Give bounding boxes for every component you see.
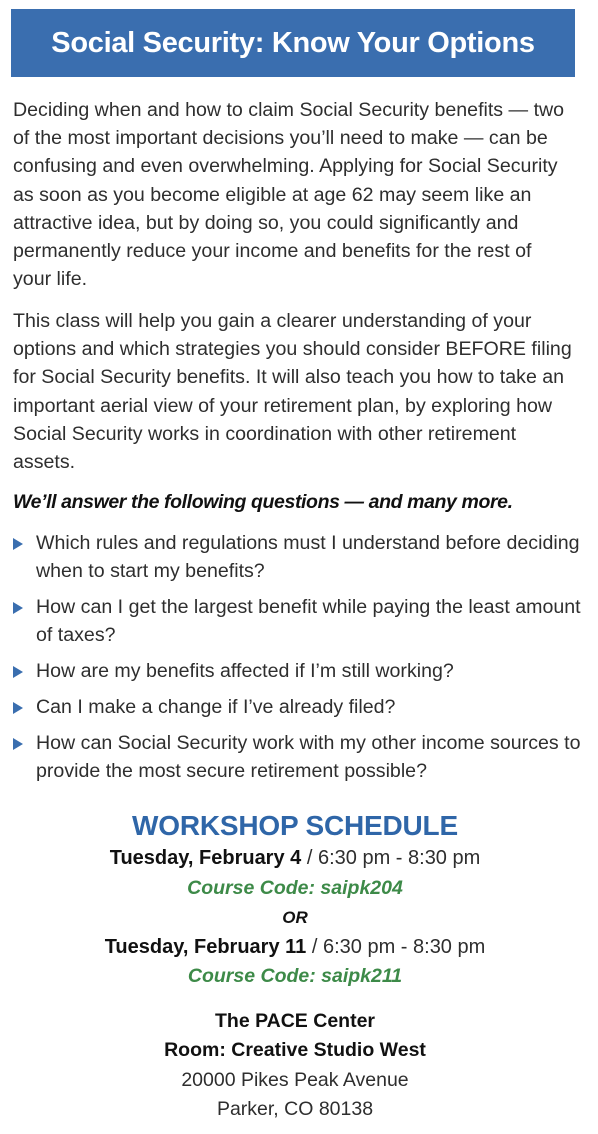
session-2-time: 6:30 pm - 8:30 pm — [322, 935, 486, 958]
questions-heading: We’ll answer the following questions — and many more. — [13, 491, 513, 513]
session-1-datetime — [0, 844, 590, 874]
triangle-bullet-icon — [13, 702, 23, 714]
list-item — [13, 693, 588, 721]
venue-room: Room: Creative Studio West — [164, 1039, 426, 1061]
question-text: Can I make a change if I’ve already filed? — [36, 696, 396, 718]
or-label: OR — [282, 908, 308, 927]
venue-address-line-2: Parker, CO 80138 — [216, 1098, 374, 1120]
triangle-bullet-icon — [13, 602, 23, 614]
venue-name: The PACE Center — [215, 1009, 375, 1032]
session-1-code-line — [0, 874, 590, 904]
intro-paragraph-1: Deciding when and how to claim Social Security benefits — two of the most important decisions you’ll need to make — can be confusing and even overwhelming. Applying for Social Security as soon as you become eligible at age 62 may seem like an attractive idea, but by doing so, you could significantly and permanently reduce your income and benefits for the rest of your life. — [13, 99, 565, 291]
question-text: How can I get the largest benefit while paying the least amount of taxes? — [36, 596, 581, 646]
list-item — [13, 729, 588, 785]
list-item — [13, 593, 588, 649]
title-banner — [11, 9, 575, 77]
intro-paragraph-2: This class will help you gain a clearer understanding of your options and which strategies you should consider BEFORE filing for Social Security benefits. It will also teach you how to take an important aerial view of your retirement plan, by exploring how Social Security works in coordination with other retirement assets. — [13, 310, 572, 474]
session-2-code-line — [0, 962, 590, 992]
page-title: Social Security: Know Your Options — [51, 26, 535, 59]
list-item — [13, 529, 588, 585]
or-line — [0, 903, 590, 933]
workshop-schedule — [0, 808, 590, 1125]
question-text: How can Social Security work with my other income sources to provide the most secure retirement possible? — [36, 732, 581, 782]
session-1-time: 6:30 pm - 8:30 pm — [317, 847, 481, 869]
session-1-separator: / — [306, 847, 313, 869]
venue-block — [0, 1007, 590, 1125]
session-2-datetime — [0, 933, 590, 963]
questions-list — [13, 529, 588, 793]
triangle-bullet-icon — [13, 666, 23, 678]
triangle-bullet-icon — [13, 738, 23, 750]
session-2-separator: / — [311, 935, 318, 958]
session-2-course-code: Course Code: saipk211 — [187, 965, 403, 987]
question-text: How are my benefits affected if I’m still working? — [36, 660, 454, 682]
question-text: Which rules and regulations must I understand before deciding when to start my benefits? — [36, 532, 580, 582]
triangle-bullet-icon — [13, 538, 23, 550]
session-2-day: Tuesday, February 11 — [104, 935, 307, 958]
session-1-course-code: Course Code: saipk204 — [187, 876, 403, 899]
schedule-title: WORKSHOP SCHEDULE — [132, 810, 458, 841]
session-1-day: Tuesday, February 4 — [109, 847, 302, 869]
list-item — [13, 657, 588, 685]
venue-address-line-1: 20000 Pikes Peak Avenue — [181, 1068, 409, 1091]
